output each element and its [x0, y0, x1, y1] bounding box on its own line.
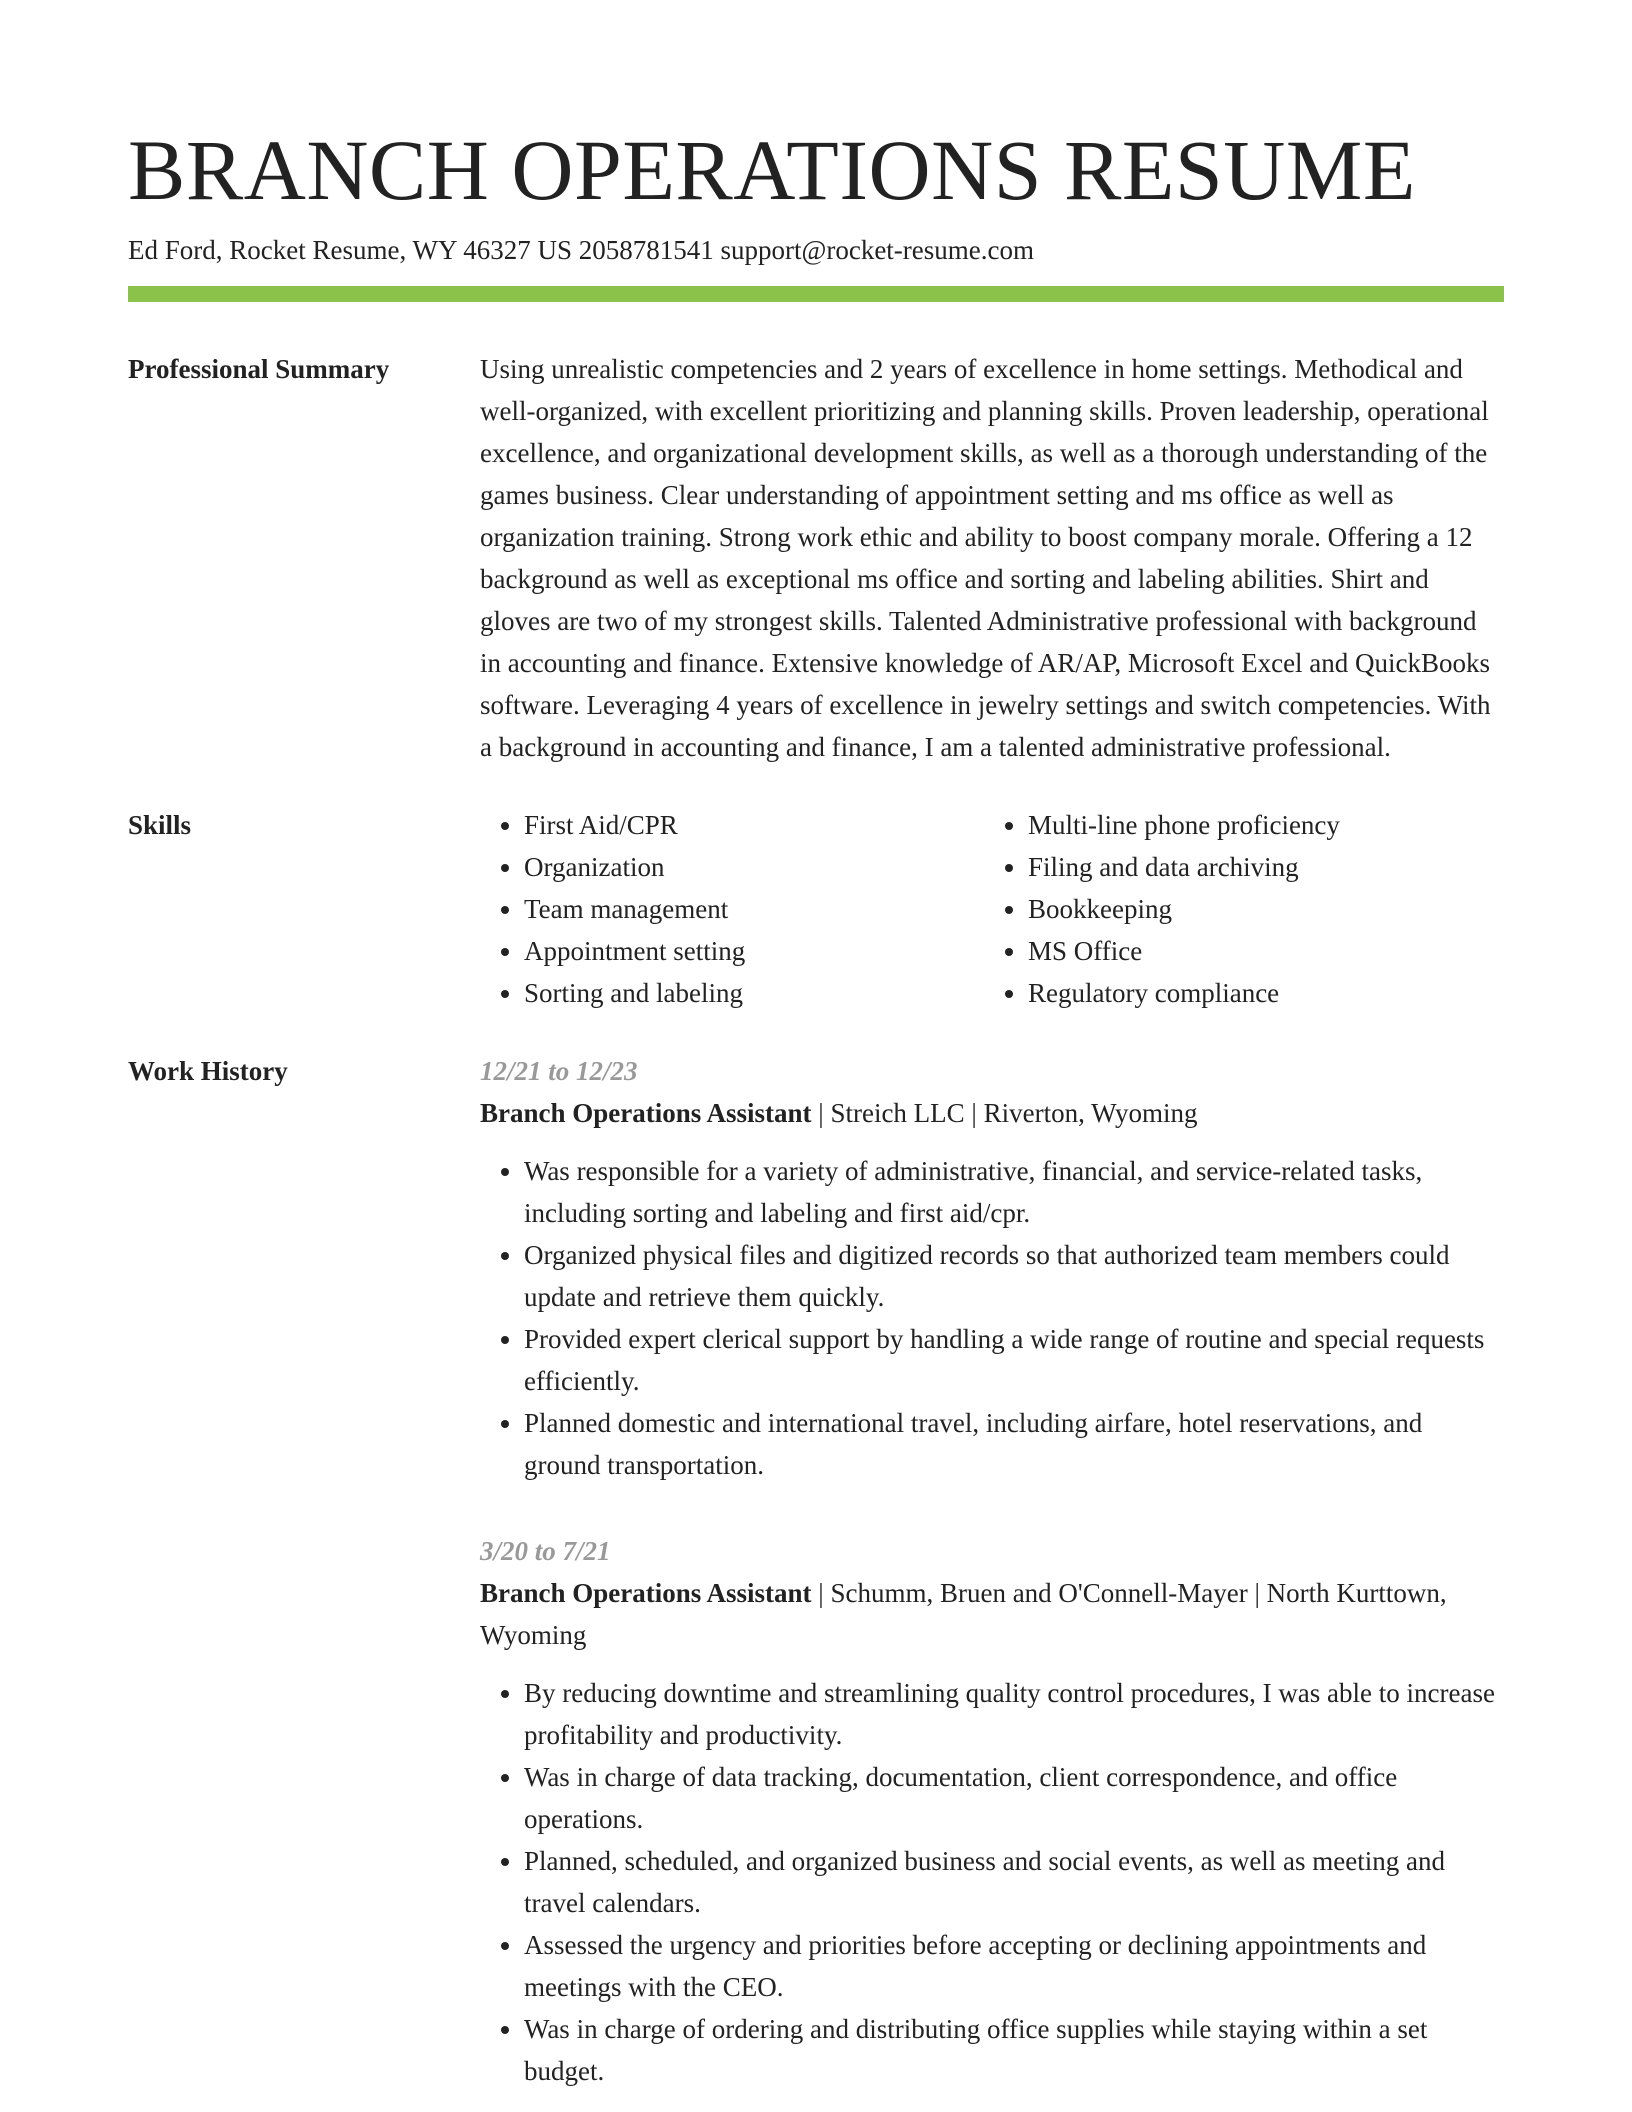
- skill-item: • Filing and data archiving: [1028, 846, 1488, 888]
- summary-text: Using unrealistic competencies and 2 years of excellence in home settings. Methodical and well-organized, with excellent prioritizing and planning skills. Proven leadership, operational excellence, and organizational development skills, as well as a thorough understanding of the games business. Clear understanding of appointment setting and ms office as well as organization training. Strong work ethic and ability to boost company morale. Offering a 12 background as well as exceptional ms office and sorting and labeling abilities. Shirt and gloves are two of my strongest skills. Talented Administrative professional with background in accounting and finance. Extensive knowledge of AR/AP, Microsoft Excel and QuickBooks software. Leveraging 4 years of excellence in jewelry settings and switch competencies. With a background in accounting and finance, I am a talented administrative professional.: [480, 354, 1491, 762]
- job-title-line: [480, 1572, 1504, 1656]
- skill-item: • Multi-line phone proficiency: [1028, 804, 1488, 846]
- job-bullet: • Assessed the urgency and priorities before accepting or declining appointments and meetings with the CEO.: [524, 1924, 1504, 2008]
- job-entry: [480, 1530, 1504, 2092]
- work-history-label: Work History: [128, 1056, 288, 1086]
- job-bullet: • Organized physical files and digitized records so that authorized team members could update and retrieve them quickly.: [524, 1234, 1504, 1318]
- contact-email: support@rocket-resume.com: [720, 235, 1035, 265]
- contact-location: WY 46327 US: [412, 235, 572, 265]
- job-dates: 3/20 to 7/21: [480, 1536, 611, 1566]
- job-role: Branch Operations Assistant: [480, 1098, 812, 1128]
- skill-item: • First Aid/CPR: [524, 804, 984, 846]
- job-bullet: • By reducing downtime and streamlining quality control procedures, I was able to increase profitability and productivity.: [524, 1672, 1504, 1756]
- job-bullets: [480, 1150, 1504, 1486]
- work-history-section: [128, 1050, 1504, 2092]
- job-bullet: • Was in charge of data tracking, documentation, client correspondence, and office operations.: [524, 1756, 1504, 1840]
- job-details: | Streich LLC | Riverton, Wyoming: [811, 1098, 1198, 1128]
- skill-item: • Organization: [524, 846, 984, 888]
- contact-phone: 2058781541: [578, 235, 714, 265]
- resume-title: BRANCH OPERATIONS RESUME: [128, 122, 1416, 218]
- job-entry: [480, 1050, 1504, 1486]
- job-bullet: • Was responsible for a variety of administrative, financial, and service-related tasks, including sorting and labeling and first aid/cpr.: [524, 1150, 1504, 1234]
- job-bullets: [480, 1672, 1504, 2092]
- contact-person: Ed Ford,: [128, 235, 223, 265]
- job-title-line: [480, 1092, 1504, 1134]
- job-details: | Schumm, Bruen and O'Connell-Mayer | North Kurttown, Wyoming: [480, 1578, 1447, 1650]
- skill-item: • Regulatory compliance: [1028, 972, 1488, 1014]
- skills-list-right: [984, 804, 1488, 1014]
- summary-section: [128, 348, 1504, 768]
- skill-item: • Appointment setting: [524, 930, 984, 972]
- accent-divider: [128, 286, 1504, 302]
- summary-label: Professional Summary: [128, 354, 390, 384]
- skill-item: • Sorting and labeling: [524, 972, 984, 1014]
- job-role: Branch Operations Assistant: [480, 1578, 812, 1608]
- skill-item: • MS Office: [1028, 930, 1488, 972]
- contact-company: Rocket Resume,: [229, 235, 407, 265]
- job-bullet: • Planned, scheduled, and organized business and social events, as well as meeting and travel calendars.: [524, 1840, 1504, 1924]
- contact-line: [128, 232, 1504, 268]
- skill-item: • Bookkeeping: [1028, 888, 1488, 930]
- skill-item: • Team management: [524, 888, 984, 930]
- job-bullet: • Was in charge of ordering and distributing office supplies while staying within a set budget.: [524, 2008, 1504, 2092]
- job-dates: 12/21 to 12/23: [480, 1056, 638, 1086]
- skills-section: [128, 804, 1504, 1014]
- resume-page: [128, 120, 1504, 2092]
- job-bullet: • Planned domestic and international travel, including airfare, hotel reservations, and ground transportation.: [524, 1402, 1504, 1486]
- skills-list-left: [480, 804, 984, 1014]
- skills-label: Skills: [128, 810, 192, 840]
- job-bullet: • Provided expert clerical support by handling a wide range of routine and special requests efficiently.: [524, 1318, 1504, 1402]
